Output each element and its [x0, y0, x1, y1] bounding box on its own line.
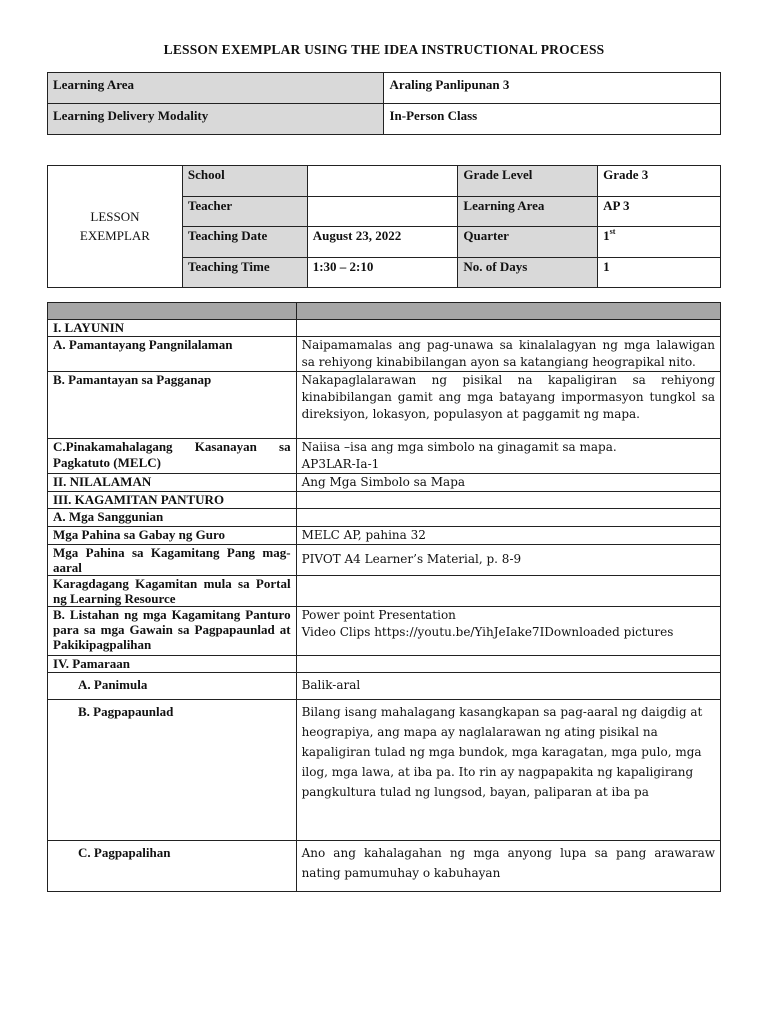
- learning-area-table: [47, 72, 721, 135]
- teaching-date-value: August 23, 2022: [307, 227, 458, 258]
- listahan-label: B. Listahan ng mga Kagamitang Panturo para sa mga Gawain sa Pagpapaunlad at Pakikipagpalihan: [48, 607, 297, 656]
- pamantayan-pagganap-label: B. Pamantayan sa Pagganap: [48, 372, 297, 439]
- quarter-number: 1: [603, 228, 610, 243]
- kagamitang-value: PIVOT A4 Learner’s Material, p. 8-9: [296, 545, 720, 576]
- gabay-label: Mga Pahina sa Gabay ng Guro: [48, 527, 297, 545]
- pamantayan-pagganap-value: Nakapaglalarawan ng pisikal na kapaligiran sa rehiyong kinabibilangan gamit ang mga batayang impormasyon tungkol sa direksiyon, lokasyon, populasyon at paggamit ng mapa.: [296, 372, 720, 439]
- quarter-value: [598, 227, 721, 258]
- sanggunian-label: A. Mga Sanggunian: [48, 509, 297, 527]
- melc-code: AP3LAR-Ia-1: [301, 457, 380, 471]
- melc-label: C.Pinakamahalagang Kasanayan sa Pagkatuto (MELC): [48, 439, 297, 474]
- grade-level-label: Grade Level: [458, 166, 598, 197]
- pagpapalihan-value: Ano ang kahalagahan ng mga anyong lupa sa pang arawaraw nating pamumuhay o kabuhayan: [296, 841, 720, 892]
- quarter-suffix: st: [609, 227, 616, 236]
- listahan-item: Power point Presentation: [301, 608, 456, 622]
- karagdagang-label: Karagdagang Kagamitan mula sa Portal ng Learning Resource: [48, 576, 297, 607]
- modality-value: In-Person Class: [384, 104, 721, 135]
- teacher-label: Teacher: [182, 196, 307, 227]
- table-row: [48, 372, 721, 439]
- pamaraan-label: IV. Pamaraan: [48, 656, 297, 673]
- exemplar-learning-area-value: AP 3: [598, 196, 721, 227]
- table-row: [48, 320, 721, 337]
- school-value: [307, 166, 458, 197]
- lesson-exemplar-label: [48, 166, 183, 288]
- gabay-value: MELC AP, pahina 32: [296, 527, 720, 545]
- listahan-item: Video Clips https://youtu.be/YihJeIake7IDownloaded pictures: [301, 625, 674, 639]
- lesson-exemplar-table: [47, 165, 721, 288]
- header-cell: [296, 303, 720, 320]
- table-row: [48, 73, 721, 104]
- grade-level-value: Grade 3: [598, 166, 721, 197]
- table-row: [48, 700, 721, 841]
- teaching-date-label: Teaching Date: [182, 227, 307, 258]
- empty-cell: [296, 656, 720, 673]
- pamantayang-pangnilalaman-label: A. Pamantayang Pangnilalaman: [48, 337, 297, 372]
- learning-area-label: Learning Area: [48, 73, 384, 104]
- table-row: [48, 104, 721, 135]
- empty-cell: [296, 320, 720, 337]
- school-label: School: [182, 166, 307, 197]
- modality-label: Learning Delivery Modality: [48, 104, 384, 135]
- table-row: [48, 492, 721, 509]
- kagamitang-label: Mga Pahina sa Kagamitang Pang mag-aaral: [48, 545, 297, 576]
- table-row: [48, 509, 721, 527]
- panimula-value: Balik-aral: [296, 673, 720, 700]
- pagpapalihan-label: C. Pagpapalihan: [48, 841, 297, 892]
- listahan-value: [296, 607, 720, 656]
- learning-area-value: Araling Panlipunan 3: [384, 73, 721, 104]
- exemplar-learning-area-label: Learning Area: [458, 196, 598, 227]
- table-row: [48, 337, 721, 372]
- table-row: [48, 673, 721, 700]
- kagamitan-label: III. KAGAMITAN PANTURO: [48, 492, 297, 509]
- empty-cell: [296, 492, 720, 509]
- empty-cell: [296, 509, 720, 527]
- panimula-label: A. Panimula: [48, 673, 297, 700]
- lesson-exemplar-text: LESSON EXEMPLAR: [79, 209, 150, 243]
- table-row: [48, 576, 721, 607]
- nilalaman-value: Ang Mga Simbolo sa Mapa: [296, 474, 720, 492]
- karagdagang-value: [296, 576, 720, 607]
- header-cell: [48, 303, 297, 320]
- pamantayang-pangnilalaman-value: Naipamamalas ang pag-unawa sa kinalalagyan ng mga lalawigan sa rehiyong kinabibilangan ayon sa katangiang heograpikal nito.: [296, 337, 720, 372]
- lesson-plan-table: [47, 302, 721, 892]
- table-row: [48, 166, 721, 197]
- document-title: LESSON EXEMPLAR USING THE IDEA INSTRUCTIONAL PROCESS: [163, 42, 605, 57]
- table-row: [48, 841, 721, 892]
- teacher-value: [307, 196, 458, 227]
- table-row: [48, 656, 721, 673]
- pagpapaunlad-value: Bilang isang mahalagang kasangkapan sa pag-aaral ng daigdig at heograpiya, ang mapa ay naglalarawan ng ating pisikal na kapaligiran tulad ng mga bundok, mga karagatan, mga pulo, mga ilog, mga lawa, at iba pa. Ito rin ay nagpapakita ng kapaligirang pangkultura tulad ng lungsod, bayan, paliparan at iba pa: [296, 700, 720, 841]
- days-value: 1: [598, 257, 721, 288]
- melc-competency: Naiisa –isa ang mga simbolo na ginagamit sa mapa.: [301, 440, 617, 454]
- table-row: [48, 474, 721, 492]
- table-row: [48, 527, 721, 545]
- table-row: [48, 439, 721, 474]
- teaching-time-label: Teaching Time: [182, 257, 307, 288]
- table-row: [48, 545, 721, 576]
- melc-value: [296, 439, 720, 474]
- nilalaman-label: II. NILALAMAN: [48, 474, 297, 492]
- table-header-row: [48, 303, 721, 320]
- pagpapaunlad-label: B. Pagpapaunlad: [48, 700, 297, 841]
- table-row: [48, 607, 721, 656]
- days-label: No. of Days: [458, 257, 598, 288]
- layunin-label: I. LAYUNIN: [48, 320, 297, 337]
- teaching-time-value: 1:30 – 2:10: [307, 257, 458, 288]
- quarter-label: Quarter: [458, 227, 598, 258]
